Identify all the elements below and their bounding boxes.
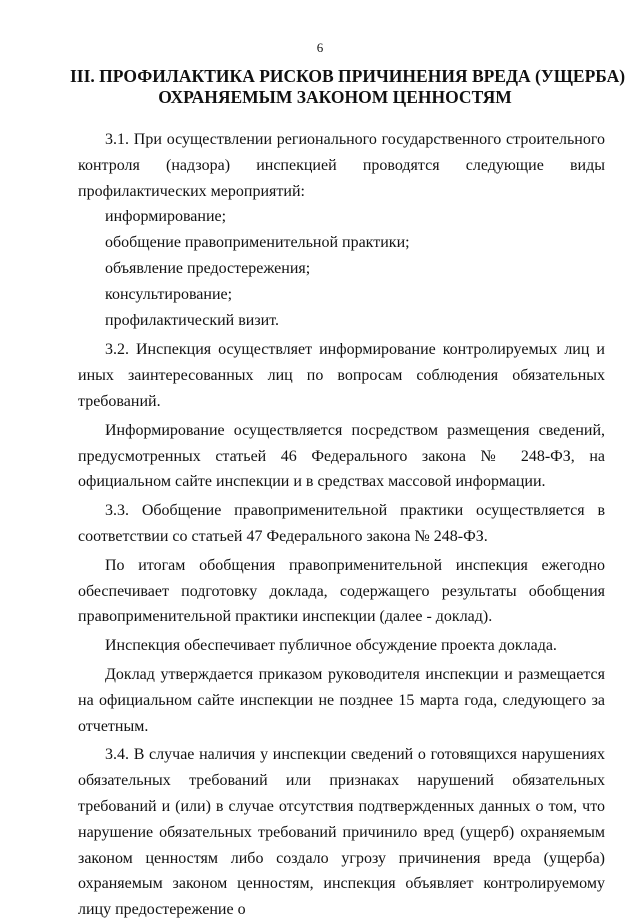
list-item: обобщение правоприменительной практики; bbox=[105, 234, 410, 252]
paragraph-3-3-report: По итогам обобщения правоприменительной инспекция ежегодно обеспечивает подготовку доклада, содержащего результаты обобщения правоприменительной практики инспекции (далее - доклад). bbox=[78, 556, 605, 626]
paragraph-3-3-discussion: Инспекция обеспечивает публичное обсуждение проекта доклада. bbox=[105, 637, 557, 655]
paragraph-3-3-approval: Доклад утверждается приказом руководителя инспекции и размещается на официальном сайте инспекции не позднее 15 марта года, следующего за отчетным. bbox=[78, 665, 605, 735]
list-item: профилактический визит. bbox=[105, 311, 280, 329]
paragraph-3-1: 3.1. При осуществлении регионального государственного строительного контроля (надзора) инспекцией проводятся следующие виды профилактических мероприятий: bbox=[78, 131, 605, 200]
paragraph-3-2: 3.2. Инспекция осуществляет информирование контролируемых лиц и иных заинтересованных лиц по вопросам соблюдения обязательных требований. bbox=[78, 341, 605, 410]
page-number: 6 bbox=[316, 40, 324, 55]
section-heading-line-1: III. ПРОФИЛАКТИКА РИСКОВ ПРИЧИНЕНИЯ ВРЕДА (УЩЕРБА) bbox=[70, 66, 626, 86]
section-heading-line-2: ОХРАНЯЕМЫМ ЗАКОНОМ ЦЕННОСТЯМ bbox=[158, 87, 512, 107]
list-item: консультирование; bbox=[105, 285, 233, 303]
section-heading bbox=[70, 66, 626, 108]
paragraph-3-3: 3.3. Обобщение правоприменительной практики осуществляется в соответствии со статьей 47 Федерального закона № 248-ФЗ. bbox=[78, 502, 605, 545]
list-item: объявление предостережения; bbox=[105, 259, 311, 277]
paragraph-3-2-informing: Информирование осуществляется посредством размещения сведений, предусмотренных статьей 46 Федерального закона № 248-ФЗ, на официальном сайте инспекции и в средствах массовой информации. bbox=[78, 421, 605, 491]
paragraph-3-4: 3.4. В случае наличия у инспекции сведений о готовящихся нарушениях обязательных требований или признаках нарушений обязательных требований и (или) в случае отсутствия подтвержденных данных о том, что нарушение обязательных требований причинило вред (ущерб) охраняемым законом ценностям либо создало угрозу причинения вреда (ущерба) охраняемым законом ценностям, инспекция объявляет контролируемому лицу предостережение о bbox=[78, 746, 605, 919]
document-body bbox=[78, 127, 605, 923]
list-item: информирование; bbox=[105, 208, 227, 226]
